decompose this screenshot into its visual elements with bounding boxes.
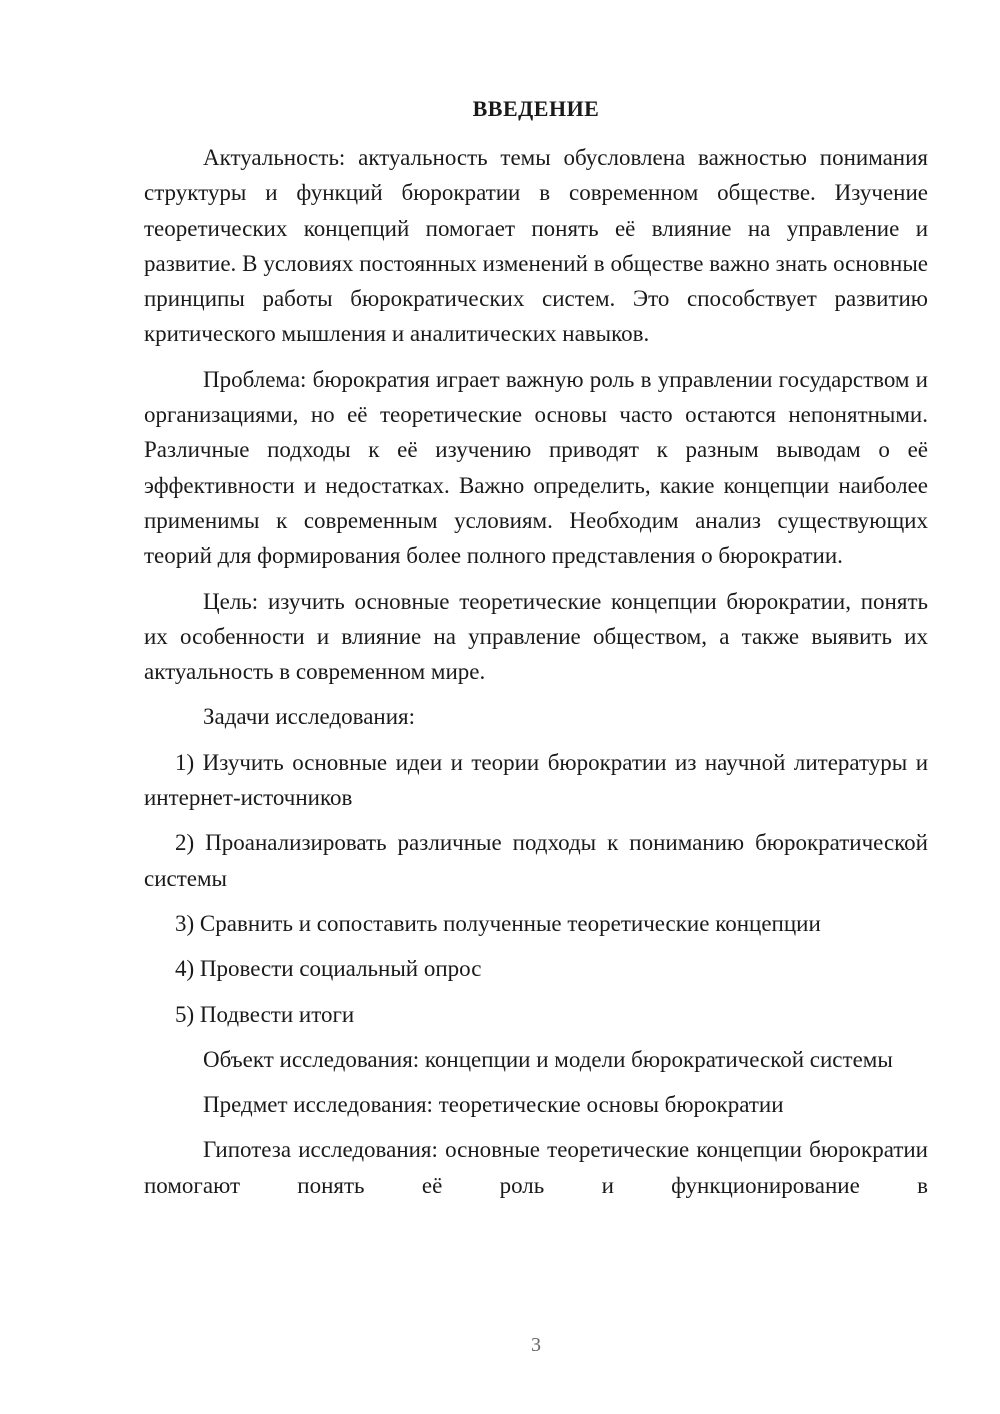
- relevance-paragraph: Актуальность: актуальность темы обусловлена важностью понимания структуры и функций бюрократии в современном обществе. Изучение теоретических концепций помогает понять её влияние на управление и развитие. В условиях постоянных изменений в обществе важно знать основные принципы работы бюрократических систем. Это способствует развитию критического мышления и аналитических навыков.: [144, 145, 928, 347]
- page-number: 3: [531, 1334, 541, 1356]
- section-heading: ВВЕДЕНИЕ: [472, 96, 600, 121]
- task-item: 3) Сравнить и сопоставить полученные теоретические концепции: [175, 910, 821, 936]
- hypothesis-paragraph: Гипотеза исследования: основные теоретические концепции бюрократии помогают понять её роль и функционирование в: [144, 1137, 928, 1198]
- problem-paragraph: Проблема: бюрократия играет важную роль в управлении государством и организациями, но её теоретические основы часто остаются непонятными. Различные подходы к её изучению приводят к разным выводам о её эффективности и недостатках. Важно определить, какие концепции наиболее применимы к современным условиям. Необходим анализ существующих теорий для формирования более полного представления о бюрократии.: [144, 366, 928, 569]
- goal-paragraph: Цель: изучить основные теоретические концепции бюрократии, понять их особенности и влияние на управление обществом, а также выявить их актуальность в современном мире.: [144, 588, 928, 685]
- task-item: 2) Проанализировать различные подходы к пониманию бюрократической системы: [144, 830, 928, 891]
- object-paragraph: Объект исследования: концепции и модели бюрократической системы: [203, 1046, 893, 1072]
- subject-paragraph: Предмет исследования: теоретические основы бюрократии: [203, 1092, 784, 1118]
- tasks-heading: Задачи исследования:: [203, 704, 416, 730]
- document-body: [144, 140, 928, 1213]
- task-item: 4) Провести социальный опрос: [175, 956, 482, 982]
- task-item: 1) Изучить основные идеи и теории бюрократии из научной литературы и интернет-источников: [144, 749, 928, 811]
- task-item: 5) Подвести итоги: [175, 1001, 355, 1027]
